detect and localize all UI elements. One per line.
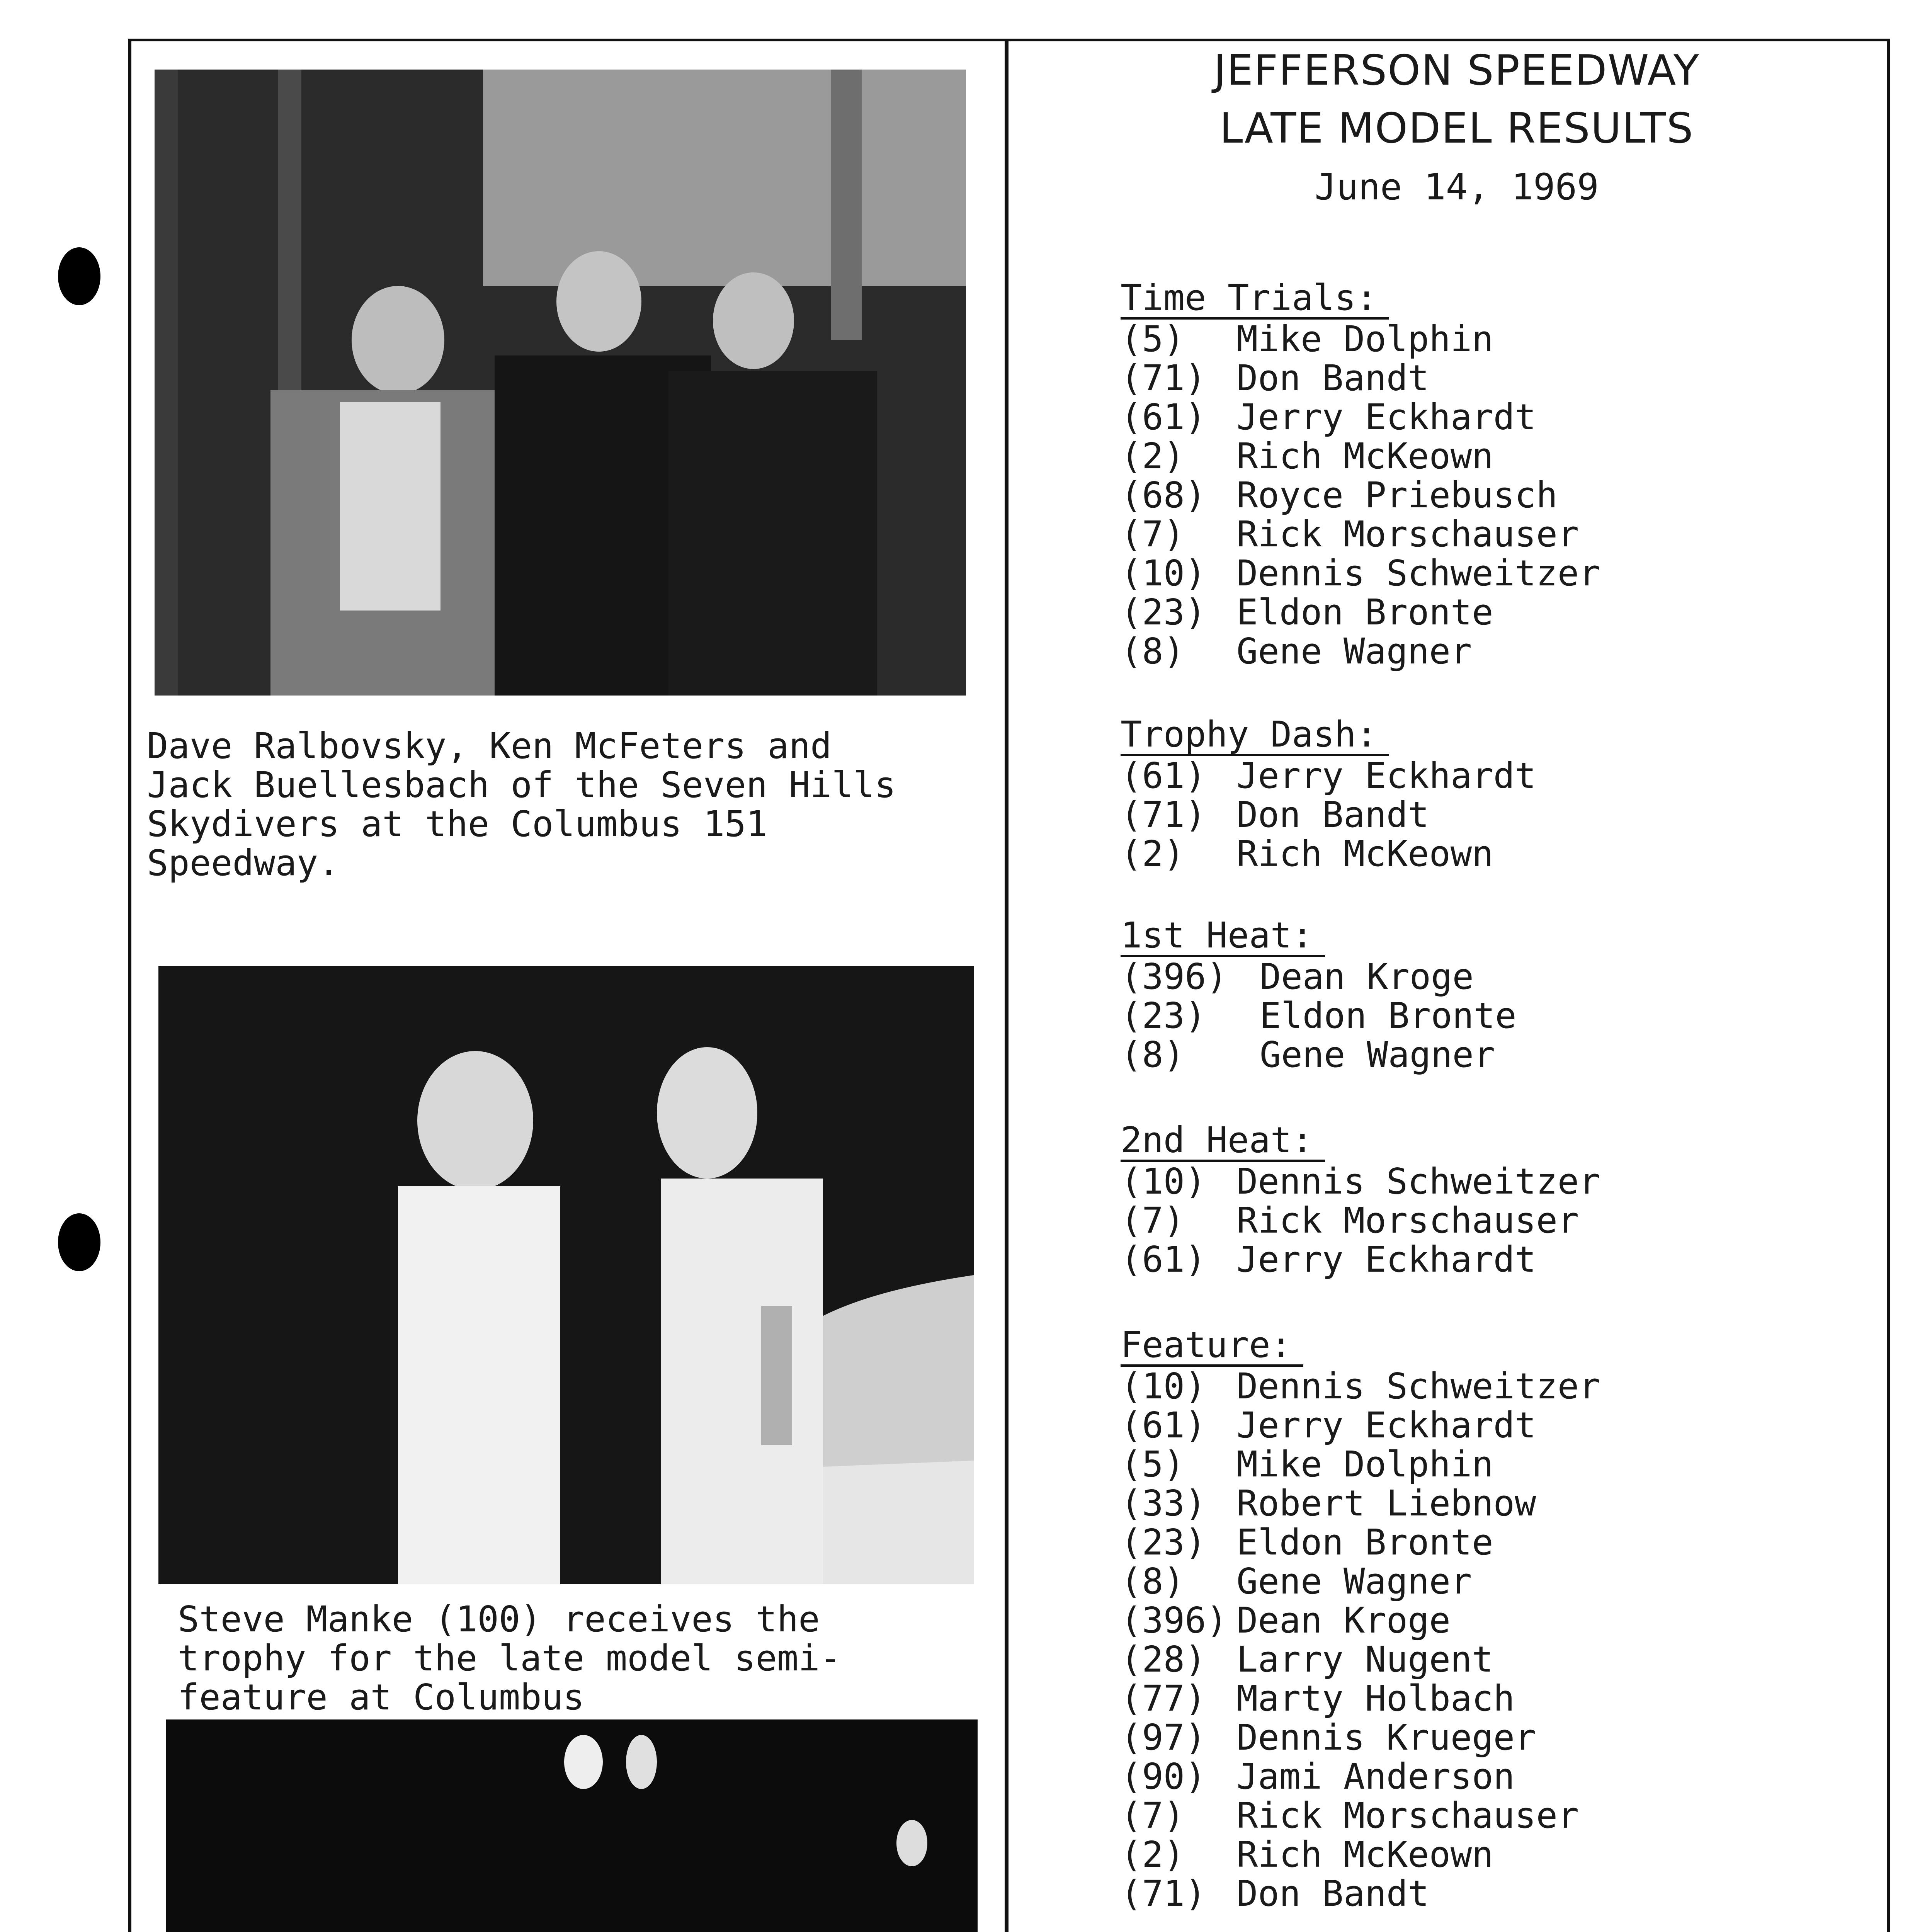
result-entry: (10) Dennis Schweitzer <box>1121 553 1600 594</box>
result-entry: (28) Larry Nugent <box>1121 1639 1493 1680</box>
result-entry: (71) Don Bandt <box>1121 794 1429 835</box>
section-heading: 1st Heat: <box>1121 916 1325 957</box>
photo-trophy-presentation <box>158 966 974 1584</box>
result-entry: (8) Gene Wagner <box>1121 631 1472 672</box>
frame-top-rule <box>128 39 1890 41</box>
results-date: June 14, 1969 <box>1315 166 1599 208</box>
result-entry: (5) Mike Dolphin <box>1121 318 1493 360</box>
result-entry: (23) Eldon Bronte <box>1121 995 1517 1036</box>
binder-hole-top <box>58 247 100 305</box>
result-entry: (77) Marty Holbach <box>1121 1678 1515 1719</box>
section-time-trials <box>1121 278 1600 671</box>
result-entry: (2) Rich McKeown <box>1121 435 1493 477</box>
results-title-line2: LATE MODEL RESULTS <box>1219 104 1694 153</box>
photo-car-396 <box>166 1719 978 1932</box>
photo-skydivers <box>155 70 966 696</box>
frame-right-rule <box>1887 39 1890 1932</box>
section-2nd-heat <box>1121 1121 1600 1279</box>
section-trophy-dash <box>1121 715 1536 873</box>
result-entry: (71) Don Bandt <box>1121 357 1429 399</box>
frame-left-rule <box>128 39 131 1932</box>
result-entry: (2) Rich McKeown <box>1121 1834 1493 1875</box>
result-entry: (8) Gene Wagner <box>1121 1034 1495 1075</box>
result-entry: (7) Rick Morschauser <box>1121 1200 1579 1241</box>
result-entry: (7) Rick Morschauser <box>1121 1795 1579 1836</box>
result-entry: (396) Dean Kroge <box>1121 1600 1451 1641</box>
result-entry: (5) Mike Dolphin <box>1121 1444 1493 1485</box>
result-entry: (8) Gene Wagner <box>1121 1561 1472 1602</box>
result-entry: (68) Royce Priebusch <box>1121 474 1558 516</box>
result-entry: (97) Dennis Krueger <box>1121 1717 1536 1758</box>
result-entry: (7) Rick Morschauser <box>1121 514 1579 555</box>
result-entry: (71) Don Bandt <box>1121 1873 1429 1914</box>
column-divider <box>1005 39 1009 1932</box>
section-heading: 2nd Heat: <box>1121 1121 1325 1162</box>
section-heading: Trophy Dash: <box>1121 715 1389 756</box>
result-entry: (61) Jerry Eckhardt <box>1121 755 1536 796</box>
result-entry: (33) Robert Liebnow <box>1121 1483 1536 1524</box>
result-entry: (10) Dennis Schweitzer <box>1121 1161 1600 1202</box>
result-entry: (61) Jerry Eckhardt <box>1121 1405 1536 1446</box>
result-entry: (61) Jerry Eckhardt <box>1121 396 1536 438</box>
result-entry: (23) Eldon Bronte <box>1121 1522 1493 1563</box>
result-entry: (396) Dean Kroge <box>1121 956 1474 997</box>
result-entry: (23) Eldon Bronte <box>1121 592 1493 633</box>
photo-skydivers-caption: Dave Ralbovsky, Ken McFeters and Jack Buellesbach of the Seven Hills Skydivers at the Columbus 151 Speedway. <box>147 725 896 884</box>
result-entry: (10) Dennis Schweitzer <box>1121 1366 1600 1407</box>
result-entry: (61) Jerry Eckhardt <box>1121 1239 1536 1280</box>
photo-trophy-caption: Steve Manke (100) receives the trophy for the late model semi- feature at Columbus <box>178 1599 842 1718</box>
binder-hole-middle <box>58 1213 100 1271</box>
results-title-line1: JEFFERSON SPEEDWAY <box>1214 46 1700 95</box>
section-heading: Feature: <box>1121 1325 1303 1367</box>
result-entry: (90) Jami Anderson <box>1121 1756 1515 1797</box>
section-heading: Time Trials: <box>1121 278 1389 320</box>
section-1st-heat <box>1121 916 1517 1074</box>
result-entry: (2) Rich McKeown <box>1121 833 1493 874</box>
section-feature <box>1121 1325 1600 1913</box>
